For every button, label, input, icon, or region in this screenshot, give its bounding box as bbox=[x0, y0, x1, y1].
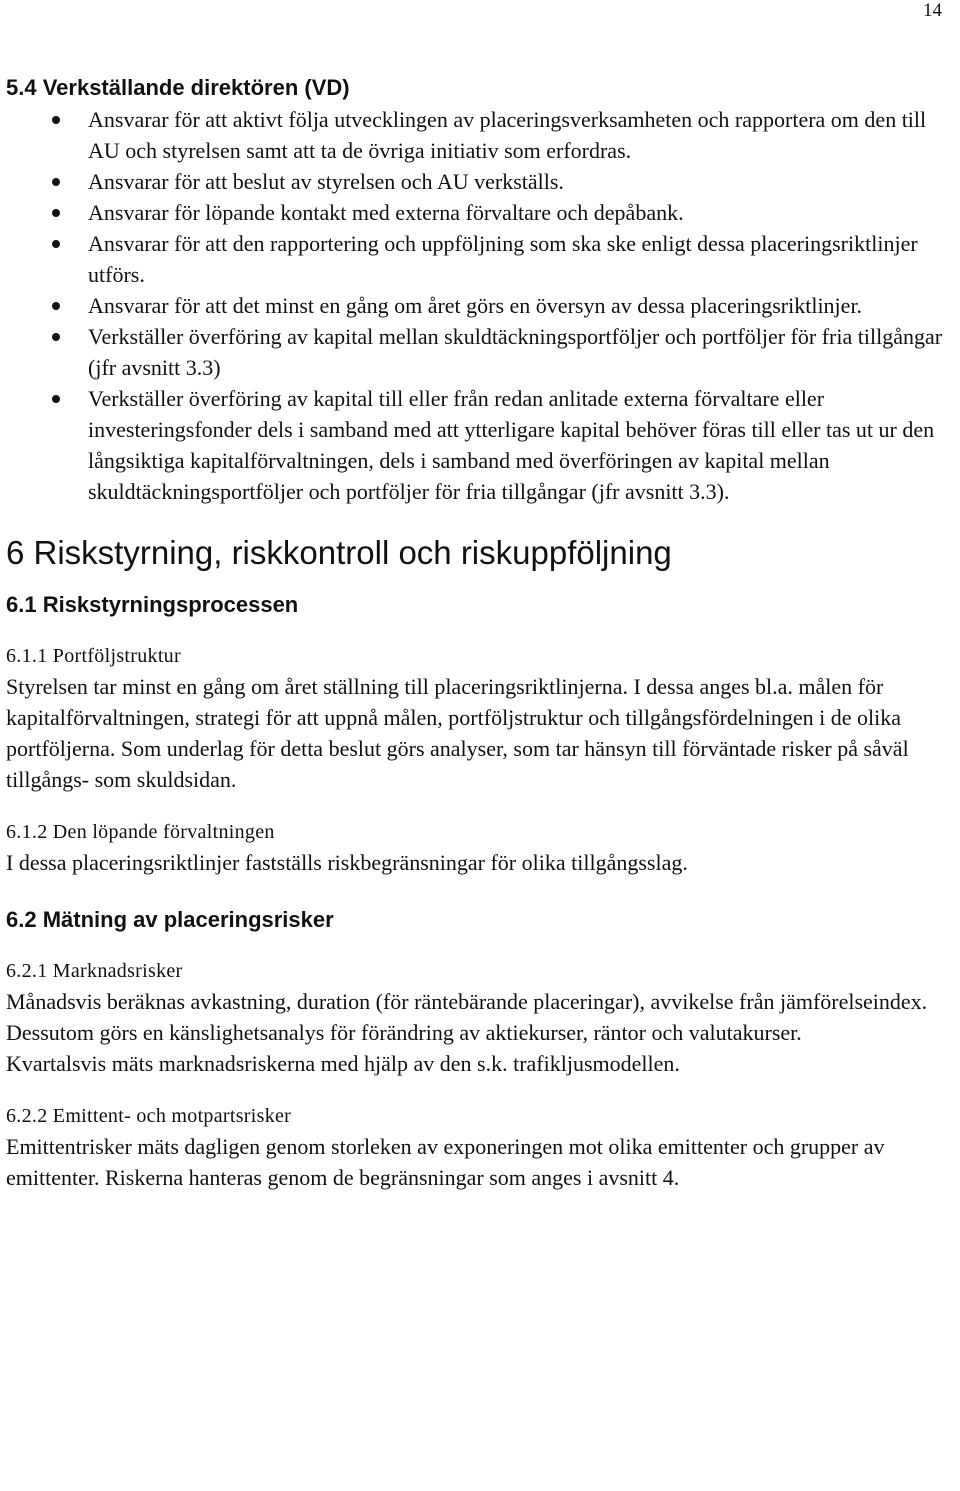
section-6-1-1-heading: 6.1.1 Portföljstruktur bbox=[6, 645, 181, 667]
bullet-icon bbox=[52, 240, 60, 248]
list-item: Ansvarar för löpande kontakt med externa förvaltare och depåbank. bbox=[6, 197, 950, 228]
list-item: Verkställer överföring av kapital mellan skuldtäckningsportföljer och portföljer för fria tillgångar (jfr avsnitt 3.3) bbox=[6, 321, 950, 383]
bullet-icon bbox=[52, 302, 60, 310]
section-6-1-2-heading: 6.1.2 Den löpande förvaltningen bbox=[6, 821, 275, 843]
section-6-1-2-text: I dessa placeringsriktlinjer fastställs riskbegränsningar för olika tillgångsslag. bbox=[6, 850, 688, 875]
section-6-1-1-text: Styrelsen tar minst en gång om året ställning till placeringsriktlinjerna. I dessa anges bl.a. målen för kapitalförvaltningen, strategi för att uppnå målen, portföljstruktur och tillgångsfördelningen i de olika portföljerna. Som underlag för detta beslut görs analyser, som tar hänsyn till förväntade risker på såväl tillgångs- som skuldsidan. bbox=[6, 674, 909, 792]
section-6-2-1-text-2: Kvartalsvis mäts marknadsriskerna med hjälp av den s.k. trafikljusmodellen. bbox=[6, 1051, 680, 1076]
list-item: Ansvarar för att det minst en gång om året görs en översyn av dessa placeringsriktlinjer. bbox=[6, 290, 950, 321]
list-item: Verkställer överföring av kapital till eller från redan anlitade externa förvaltare eller investeringsfonder dels i samband med att ytterligare kapital behöver föras till eller tas ut ur den långsiktiga kapitalförvaltningen, dels i samband med överföringen av kapital mellan skuldtäckningsportföljer och portföljer för fria tillgångar (jfr avsnitt 3.3). bbox=[6, 383, 950, 507]
document-body bbox=[6, 72, 950, 1193]
vd-responsibilities-list bbox=[6, 104, 950, 507]
bullet-icon bbox=[52, 178, 60, 186]
section-6-heading: 6 Riskstyrning, riskkontroll och riskuppföljning bbox=[6, 534, 672, 571]
bullet-icon bbox=[52, 116, 60, 124]
section-6-2-1-heading: 6.2.1 Marknadsrisker bbox=[6, 960, 183, 982]
list-item: Ansvarar för att den rapportering och uppföljning som ska ske enligt dessa placeringsriktlinjer utförs. bbox=[6, 228, 950, 290]
page-number: 14 bbox=[923, 0, 942, 21]
list-item: Ansvarar för att beslut av styrelsen och AU verkställs. bbox=[6, 166, 950, 197]
bullet-icon bbox=[52, 209, 60, 217]
section-6-1-heading: 6.1 Riskstyrningsprocessen bbox=[6, 592, 299, 617]
section-6-2-1-text: Månadsvis beräknas avkastning, duration (för räntebärande placeringar), avvikelse från jämförelseindex. Dessutom görs en känslighetsanalys för förändring av aktiekurser, räntor och valutakurser. bbox=[6, 989, 928, 1045]
section-6-2-2-text: Emittentrisker mäts dagligen genom storleken av exponeringen mot olika emittenter och grupper av emittenter. Riskerna hanteras genom de begränsningar som anges i avsnitt 4. bbox=[6, 1134, 885, 1190]
bullet-icon bbox=[52, 395, 60, 403]
bullet-icon bbox=[52, 333, 60, 341]
section-6-2-2-heading: 6.2.2 Emittent- och motpartsrisker bbox=[6, 1105, 292, 1127]
list-item: Ansvarar för att aktivt följa utvecklingen av placeringsverksamheten och rapportera om den till AU och styrelsen samt att ta de övriga initiativ som erfordras. bbox=[6, 104, 950, 166]
section-5-4-heading: 5.4 Verkställande direktören (VD) bbox=[6, 75, 350, 100]
section-6-2-heading: 6.2 Mätning av placeringsrisker bbox=[6, 907, 334, 932]
